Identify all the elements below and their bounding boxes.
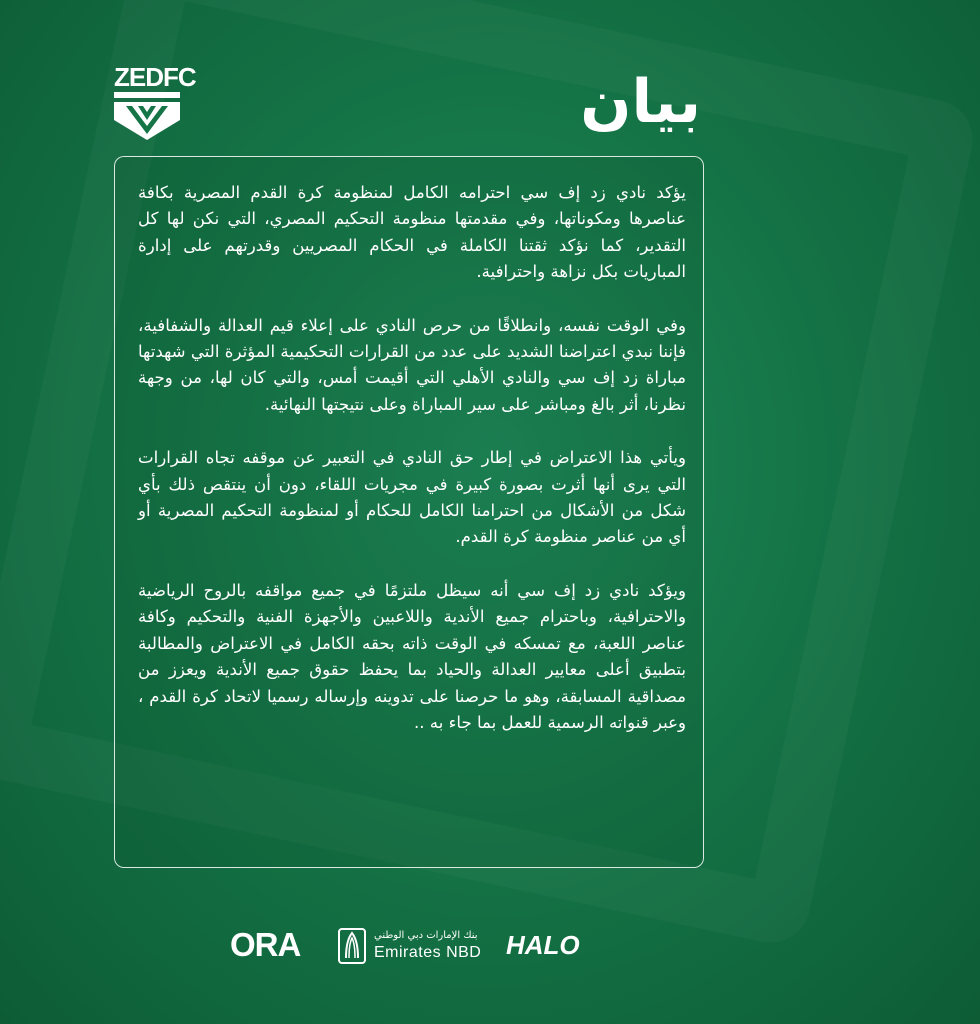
statement-paragraph: يؤكد نادي زد إف سي احترامه الكامل لمنظومة كرة القدم المصرية بكافة عناصرها ومكوناتها، وفي مقدمتها منظومة التحكيم المصري، التي نكن لها كل التقدير، كما نؤكد ثقتنا الكاملة في الحكام المصريين وقدرتهم على إدارة المباريات بكل نزاهة واحترافية. [138, 183, 686, 282]
ora-logo [230, 920, 324, 970]
zed-fc-logo [112, 58, 196, 140]
svg-text:ZEDFC: ZEDFC [114, 62, 196, 92]
ora-wordmark: ORA [230, 926, 301, 963]
halo-logo [506, 928, 580, 962]
nbd-arabic-name: بنك الإمارات دبي الوطني [374, 930, 478, 941]
nbd-english-name: Emirates NBD [374, 944, 482, 961]
statement-paragraph: ويأتي هذا الاعتراض في إطار حق النادي في التعبير عن موقفه تجاه القرارات التي يرى أنها أثرت بصورة كبيرة في مجريات اللقاء، دون أن ينتقص ذلك بأي شكل من الأشكال من احترامنا الكامل للحكام أو لمنظومة التحكيم المصرية أو أي من عناصر منظومة كرة القدم. [138, 448, 686, 547]
page-title [181, 62, 701, 142]
sponsor-bar [230, 920, 590, 970]
emirates-nbd-logo [338, 920, 486, 970]
halo-wordmark: HALO [506, 929, 580, 960]
statement-paragraph: ويؤكد نادي زد إف سي أنه سيظل ملتزمًا في جميع مواقفه بالروح الرياضية والاحترافية، وباحترام جميع الأندية واللاعبين والأجهزة الفنية والتحكيم وكافة عناصر اللعبة، مع تمسكه في الوقت ذاته بحقه الكامل في الاعتراض والمطالبة بتطبيق أعلى معايير العدالة والحياد بما يحفظ حقوق جميع الأندية ويعزز من مصداقية المسابقة، وهو ما حرصنا على تدوينه وإرساله رسميا لاتحاد كرة القدم ، وعبر قنواته الرسمية للعمل بما جاء به .. [138, 580, 686, 732]
statement-text [138, 180, 686, 763]
statement-paragraph: وفي الوقت نفسه، وانطلاقًا من حرص النادي على إعلاء قيم العدالة والشفافية، فإننا نبدي اعتراضنا الشديد على عدد من القرارات التحكيمية المؤثرة التي شهدتها مباراة زد إف سي والنادي الأهلي التي أقيمت أمس، والتي كان لها، من وجهة نظرنا، أثر بالغ ومباشر على سير المباراة وعلى نتيجتها النهائية. [138, 315, 686, 414]
title-start: بيان [580, 67, 701, 137]
emirates-nbd-emblem-icon [338, 928, 366, 964]
